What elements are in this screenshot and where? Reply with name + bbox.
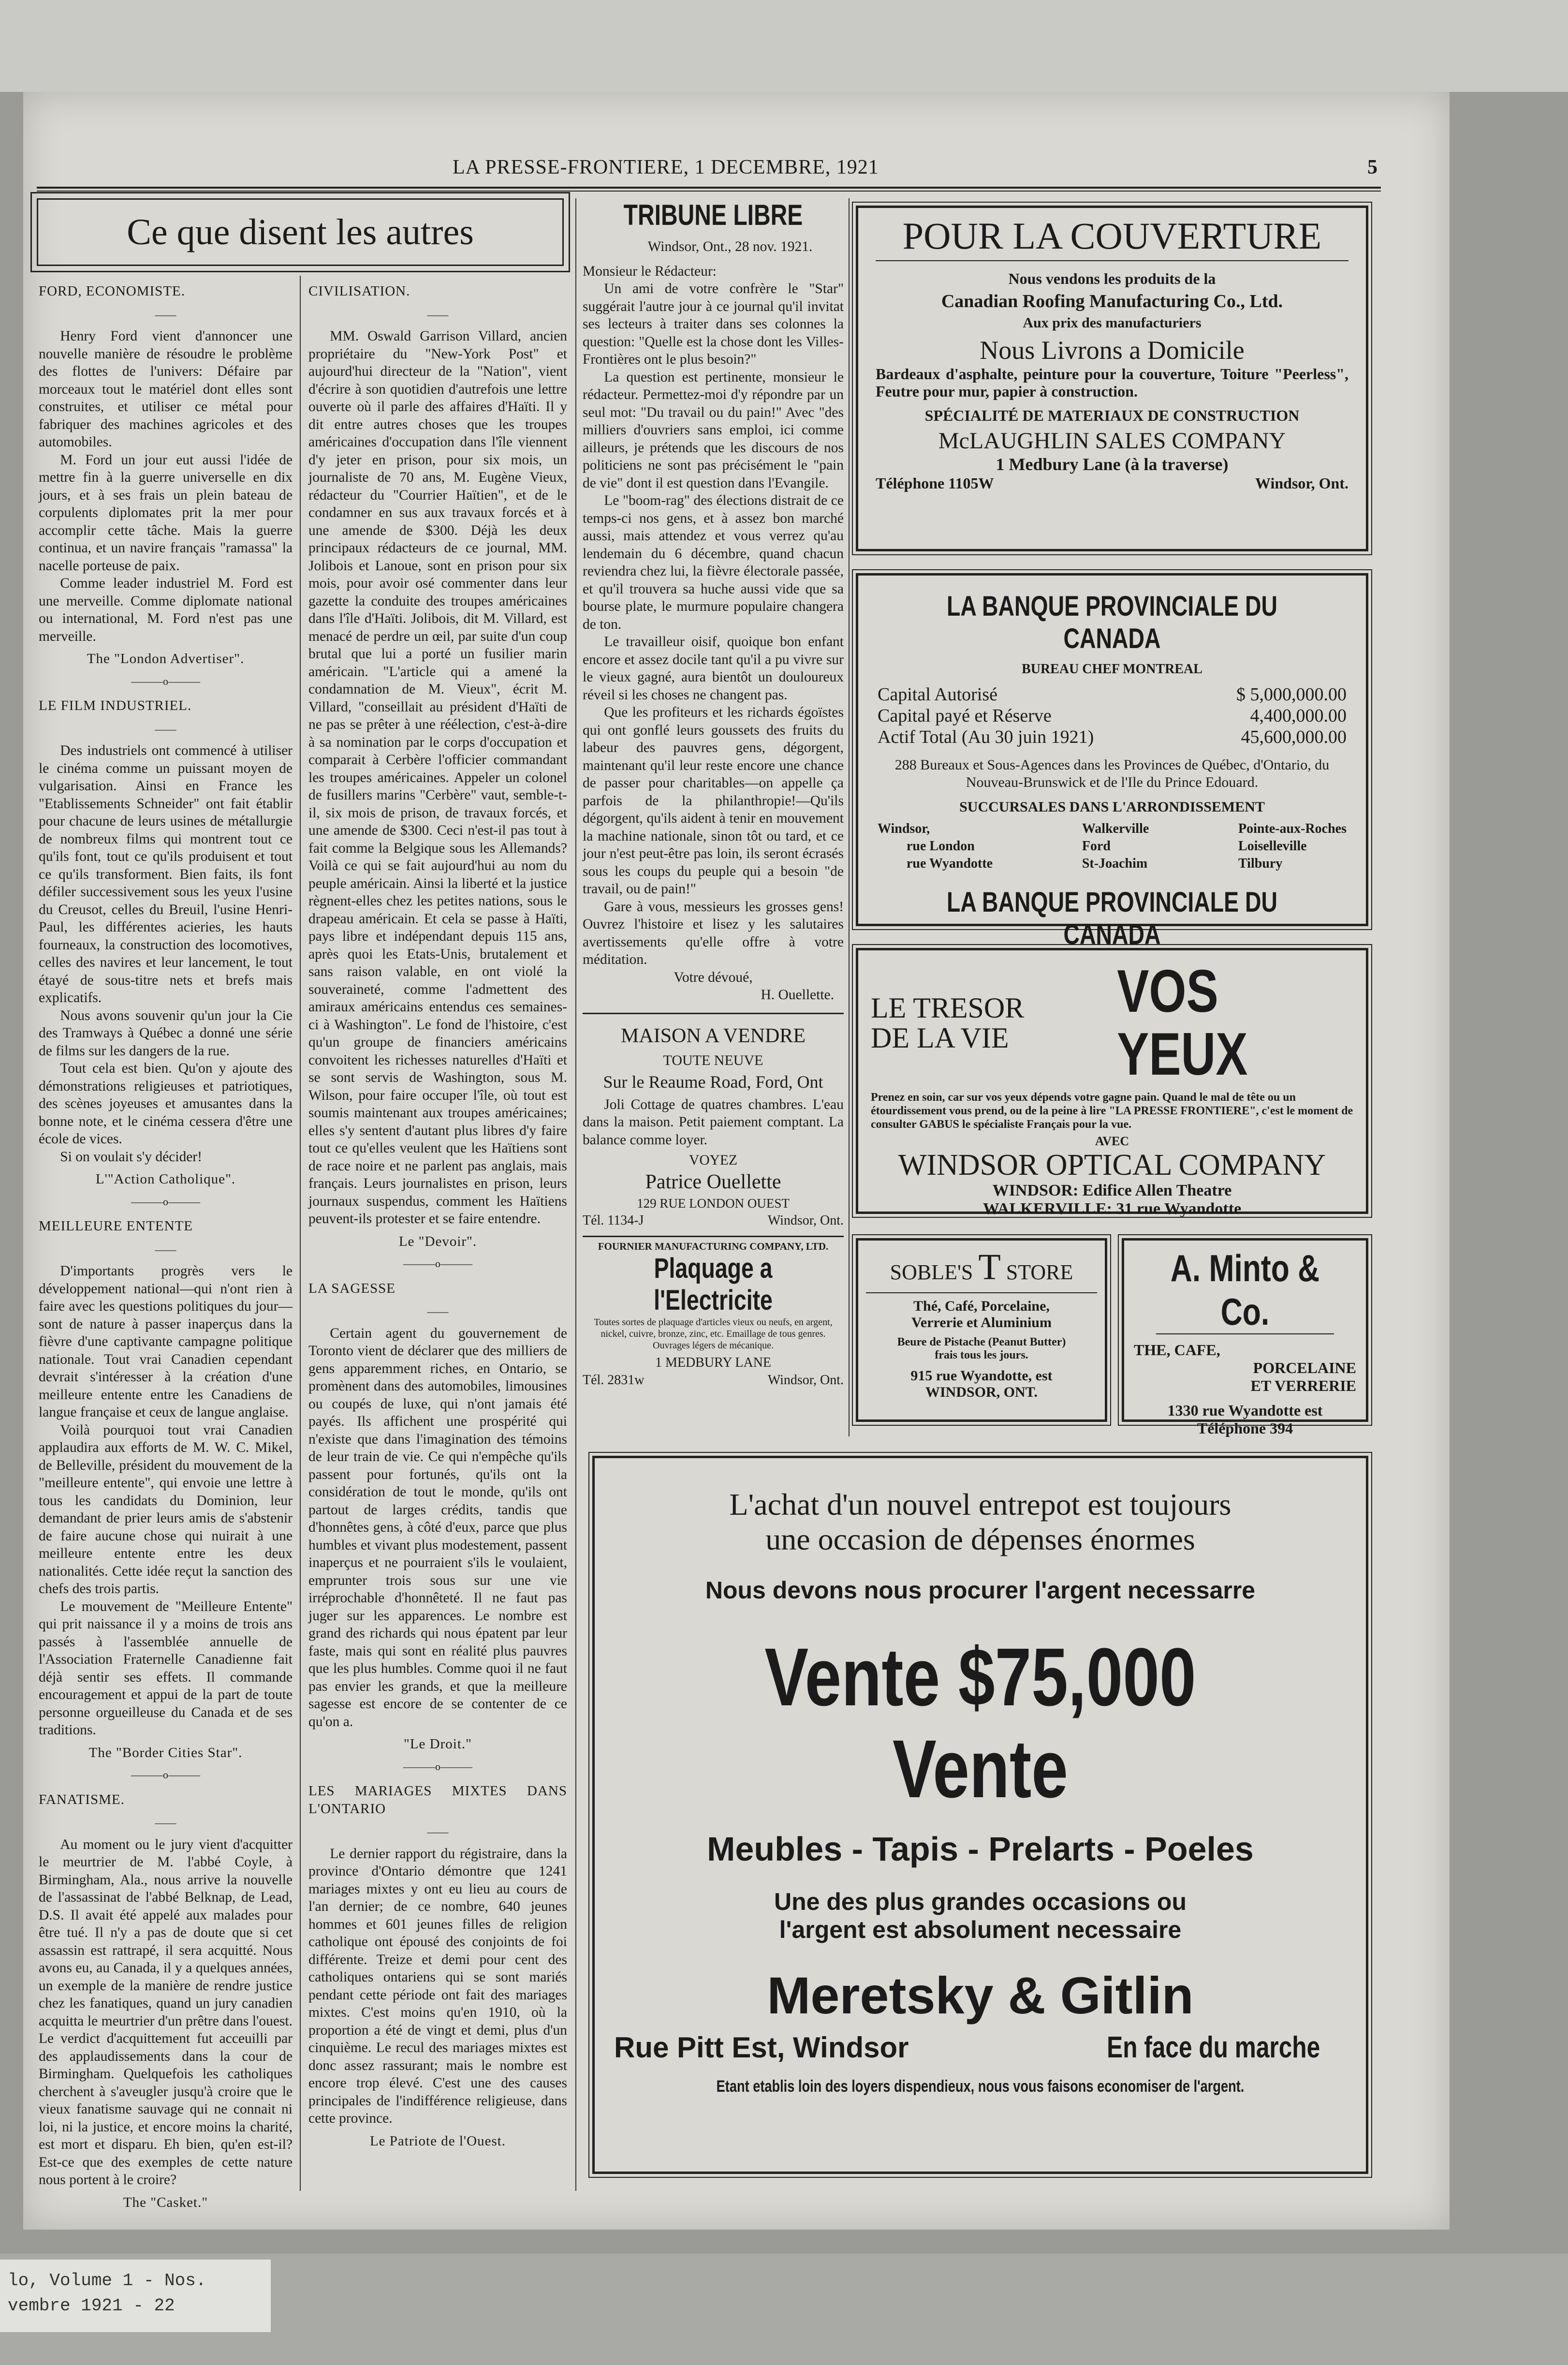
column-title: Ce que disent les autres — [127, 211, 474, 252]
ad-minto-line: THE, CAFE, — [1134, 1341, 1220, 1359]
separator: ———o——— — [403, 1760, 472, 1773]
fournier-tel: Tél. 2831w — [583, 1373, 645, 1388]
article-paragraph: M. Ford un jour eut aussi l'idée de mettre fin à la guerre universelle en dix jours, et à ses frais un plein bateau de corpulents diplomates prit la mer pour accomplir cette tâche. Mais la guerre continua, et un navire français "ramassa" la nacelle porteuse de paix. — [39, 452, 293, 574]
ad-banque-sub: BUREAU CHEF MONTREAL — [1022, 662, 1202, 677]
article-paragraph: Certain agent du gouvernement de Toronto vient de déclarer que des milliers de gens apparemment riches, en Ontario, se promènent dans des automobiles, limousines ou coupés de luxe, qui n'ont jamais été payés. Ils affichent une prospérité qui n'existe que dans l'imagination des témoins de leur train de vie. Ce qui n'empêche qu'ils passent pour fortunés, qu'ils ont la considération de tout le monde, qu'ils ont partout de larges crédits, tandis que d'honnêtes gens, à côté d'eux, parce que plus humbles et vivant plus modestement, passent inaperçus et ne pourraient s'ils le voulaient, emprunter trois sous sur une vie irréprochable d'honnêteté. Il ne faut pas juger sur les apparences. Le nombre est grand des richards qui nous épatent par leur faste, mais qui sont en réalité plus pauvres que les plus humbles. Comme quoi il ne faut pas envier les grands, et que la meilleure sagesse est encore de se contenter de ce qu'on a. — [308, 1325, 567, 1729]
ad-sobles-t: T — [978, 1247, 1001, 1287]
maison-name: Patrice Ouellette — [645, 1170, 781, 1193]
ad-minto-tel: Téléphone 394 — [1197, 1419, 1293, 1437]
tribune-paragraph: La question est pertinente, monsieur le rédacteur. Permettez-moi d'y répondre par un seul mot: "Du travail ou du pain!" Avec "des milliers d'ouvriers sans emploi, ici comme ailleurs, je prétends que les discours de nos politiciens ne sont pas précisément le "pain de vie" dont il est question dans l'Evangile. — [583, 369, 844, 491]
ad-sobles-line: Verrerie et Aluminium — [911, 1315, 1052, 1330]
article-source: The "Border Cities Star". — [88, 1744, 243, 1760]
tribune-closing: Votre dévoué, — [674, 969, 753, 985]
separator: —— — [427, 1305, 449, 1317]
ad-vente-big: Vente $75,000 Vente — [764, 1631, 1196, 1815]
article-heading: LE FILM INDUSTRIEL. — [39, 698, 192, 713]
ad-couverture-line: Aux prix des manufacturiers — [1023, 315, 1202, 331]
article-paragraph: Comme leader industriel M. Ford est une merveille. Comme diplomate national ou international, M. Ford n'est pas une merveille. — [39, 576, 293, 644]
tribune-paragraph: Que les profiteurs et les richards égoïstes qui ont gonflé leurs goussets des fruits du labeur des pauvres gens, dégorgent, maintenant qu'il leur reste encore une chance de passer pour charitables—on appelle ça parfois de la philanthropie!—Qu'ils dégorgent, qu'ils aident à tenir en mouvement la machine nationale, sinon tôt ou tard, et ce jour n'est peut-être pas loin, ils seront écrasés sous les coups du peuple qui a besoin "de travail, ou de pain!" — [583, 705, 844, 897]
article-paragraph: Le mouvement de "Meilleure Entente" qui prit naissance il y a moins de trois ans passés à l'assemblée annuelle de l'Association Fraternelle Canadienne fait déjà sentir ses effets. Il commande encouragement et appui de la part de toute personne orgueilleuse du Canada et de ses traditions. — [39, 1598, 293, 1738]
ad-sobles-title: STORE — [1006, 1260, 1073, 1284]
ad-sobles-address: 915 rue Wyandotte, est — [910, 1368, 1053, 1384]
ad-couverture-line: SPÉCIALITÉ DE MATERIAUX DE CONSTRUCTION — [924, 407, 1300, 424]
article-heading: FANATISME. — [39, 1791, 125, 1807]
ad-couverture-line: McLAUGHLIN SALES COMPANY — [938, 428, 1286, 454]
ad-optical-avec: AVEC — [1095, 1134, 1129, 1148]
article-paragraph: Tout cela est bien. Qu'on y ajoute des démonstrations religieuses et patriotiques, des scènes joyeuses et amusantes dans la bonne note, et le cinéma cessera d'être une école de vices. — [39, 1061, 293, 1147]
fournier-address: 1 MEDBURY LANE — [655, 1355, 772, 1370]
ad-vente-line: l'argent est absolument necessaire — [779, 1916, 1182, 1943]
maison-subtitle: TOUTE NEUVE — [663, 1052, 763, 1068]
ad-banque-branch: Windsor, — [878, 821, 930, 836]
ad-couverture-line: Nous vendons les produits de la — [1008, 270, 1216, 287]
ad-banque-label: Actif Total (Au 30 juin 1921) — [878, 727, 1094, 747]
fournier-title: Plaquage a l'Electricite — [654, 1252, 773, 1316]
ad-banque-branch: rue London — [907, 839, 975, 854]
article-source: The "Casket." — [123, 2194, 208, 2210]
tribune-title: TRIBUNE LIBRE — [623, 199, 803, 231]
archive-label-line: vembre 1921 - 22 — [8, 2296, 175, 2316]
article-heading: LA SAGESSE — [308, 1280, 396, 1296]
ad-banque-branch: Loiselleville — [1238, 839, 1307, 854]
ad-vente-street: Rue Pitt Est, Windsor — [614, 2031, 909, 2064]
article-heading: FORD, ECONOMISTE. — [39, 283, 185, 299]
ad-minto — [1122, 1238, 1368, 1437]
article-paragraph: Henry Ford vient d'annoncer une nouvelle manière de résoudre le problème des flottes de l'univers: Défaire par morceaux tout le matériel dont elles sont construites, et utiliser ce métal pour fabriquer des machines agricoles et des automobiles. — [39, 328, 293, 450]
article-paragraph: Au moment ou le jury vient d'acquitter le meurtrier de M. l'abbé Coyle, à Birmingham, Ala., nous arrive la nouvelle de l'assassinat de l'abbé Belknap, de Lead, D.S. Il avait été appelé aux malades pour être tué. Il n'y a pas de doute que si cet assassin est rattrapé, il sera acquitté. Nous avons eu, au Canada, il y a quelques années, un exemple de la manière de rendre justice chez les fanatiques, quand un jury canadien acquitta le meurtrier d'un prêtre dans l'ouest. Le verdict d'acquittement fut acceuilli par des applaudissements dans la cour de Birmingham. Quelquefois les catholiques cherchent à s'aveugler jusqu'à croire que le vieux fanatisme sauvage qui ne connait ni loi, ni la justice, et encore moins la charité, est mort et disparu. Eh bien, qu'en est-il? Est-ce que des exemples de cette nature nous portent à le croire? — [39, 1836, 293, 2188]
ad-minto-address: 1330 rue Wyandotte est — [1167, 1402, 1323, 1419]
column-3 — [583, 198, 844, 1389]
masthead-rule — [37, 187, 1381, 189]
ad-banque-value: 4,400,000.00 — [1250, 706, 1347, 726]
maison-tel: Tél. 1134-J — [583, 1213, 644, 1228]
ad-couverture-title: POUR LA COUVERTURE — [876, 216, 1348, 261]
article-source: L'"Action Catholique". — [95, 1171, 236, 1187]
article-paragraph: Nous avons souvenir qu'un jour la Cie des Tramways à Québec a donné une série de films sur les dangers de la rue. — [39, 1007, 293, 1059]
ad-banque-branches: 288 Bureaux et Sous-Agences dans les Provinces de Québec, d'Ontario, du Nouveau-Brunswick et de l'Ile du Prince Edouard. — [894, 757, 1330, 790]
ad-optical-company: WINDSOR OPTICAL COMPANY — [898, 1149, 1326, 1182]
maison-text: Joli Cottage de quatres chambres. L'eau dans la maison. Petit paiement comptant. La balance comme loyer. — [583, 1096, 844, 1148]
ad-couverture-line: Nous Livrons a Domicile — [980, 336, 1245, 365]
tribune-signature: H. Ouellette. — [761, 987, 834, 1003]
masthead-rule — [37, 191, 1381, 192]
ad-banque-branch: Pointe-aux-Roches — [1238, 821, 1347, 836]
tribune-paragraph: Gare à vous, messieurs les grosses gens! Ouvrez l'histoire et lisez y les salutaires avertissements qu'elle offre à votre méditation. — [583, 899, 844, 967]
tribune-paragraph: Le "boom-rag" des élections distrait de ce temps-ci nos gens, et à assez bon marché aussi, mais attendez et vous verrez qu'au lendemain du 6 décembre, quand chacun reviendra chez lui, la fièvre électorale passée, et qu'il trouvera sa huche aussi vide que sa bourse plate, le murmure populaire changera de ton. — [583, 493, 844, 632]
ad-vente-line: Nous devons nous procurer l'argent necessarre — [705, 1577, 1256, 1604]
ad-minto-line: ET VERRERIE — [1250, 1377, 1356, 1394]
ad-sobles-title: SOBLE'S — [890, 1260, 973, 1284]
ad-banque-branch: rue Wyandotte — [907, 856, 993, 871]
article-paragraph: Le dernier rapport du régistraire, dans la province d'Ontario démontre que 1241 mariages mixtes y ont eu lieu au cours de l'an dernier; de ce nombre, 640 jeunes hommes et 601 jeunes filles de religion catholique ont épousé des conjoints de foi différente. Treize et demi pour cent des catholiques ontariens qui se sont mariés pendant cette période ont fait des mariages mixtes. C'est moins qu'en 1910, où la proportion a été de vingt et demi, plus d'un cinquième. Le recul des mariages mixtes est donc assez rassurant; mais le nombre est encore trop élevé. C'est une des causes principales de l'indifférence religieuse, dans cette province. — [308, 1846, 567, 2126]
section-rule — [583, 1013, 844, 1014]
column-rule — [849, 198, 850, 1436]
ad-banque — [856, 573, 1368, 950]
ad-banque-title: LA BANQUE PROVINCIALE DU CANADA — [947, 591, 1277, 654]
article-source: Le "Devoir". — [398, 1233, 477, 1249]
article-source: The "London Advertiser". — [87, 651, 245, 666]
separator: ———o——— — [403, 1257, 472, 1270]
tribune-dateline: Windsor, Ont., 28 nov. 1921. — [647, 239, 813, 254]
ad-banque-branch: Walkerville — [1082, 821, 1149, 836]
ad-sobles-line: Thé, Café, Porcelaine, — [913, 1298, 1050, 1314]
separator: ———o——— — [131, 1769, 200, 1781]
tribune-salutation: Monsieur le Rédacteur: — [583, 263, 717, 279]
column-rule — [300, 276, 301, 2191]
article-heading: CIVILISATION. — [308, 283, 410, 299]
section-rule — [583, 1236, 844, 1237]
article-heading: MEILLEURE ENTENTE — [39, 1218, 193, 1234]
ad-couverture-city: Windsor, Ont. — [1255, 474, 1348, 492]
ad-optical — [856, 948, 1368, 1218]
ad-couverture-tel: Téléphone 1105W — [876, 474, 994, 492]
archive-label — [0, 2260, 271, 2332]
ad-sobles-city: WINDSOR, ONT. — [925, 1384, 1038, 1400]
separator: —— — [427, 308, 449, 321]
column-rule — [575, 198, 576, 2191]
separator: —— — [155, 1817, 176, 1829]
article-paragraph: Si on voulait s'y décider! — [60, 1149, 202, 1165]
article-paragraph: Des industriels ont commencé à utiliser le cinéma comme un puissant moyen de vulgarisation. Ainsi en France les "Etablissements Schneider" ont fait établir pour chacune de leurs usines de métallurgie de nombreux films qui montrent tout ce qu'ils font, tout ce qu'ils produisent et tout ce qu'ils transforment. Bien faits, ils font défiler successivement sous les yeux l'usine du Creusot, celles du Breuil, l'usine Henri-Paul, les différentes acieries, les hauts fourneaux, la construction des locomotives, celles des navires et leur lancement, le tout étayé de sous-titre nets et brefs mais explicatifs. — [39, 743, 293, 1005]
fournier-company: FOURNIER MANUFACTURING COMPANY, LTD. — [598, 1240, 829, 1252]
ad-vente — [592, 1456, 1368, 2174]
page-number: 5 — [1367, 156, 1377, 178]
maison-city: Windsor, Ont. — [767, 1213, 844, 1228]
article-source: Le Patriote de l'Ouest. — [369, 2133, 506, 2149]
ad-optical-yeux: VOS YEUX — [1117, 958, 1248, 1088]
ad-optical-text: Prenez en soin, car sur vos yeux dépends votre gagne pain. Quand le mal de tête ou un étourdissement vous prend, ou de la peine à lire "LA PRESSE FRONTIERE", c'est le moment de consulter GABUS le spécialiste Français pour la vue. — [871, 1091, 1353, 1131]
ad-banque-label: Capital Autorisé — [878, 684, 998, 705]
ad-vente-line: une occasion de dépenses énormes — [765, 1522, 1195, 1556]
ad-optical-location: WALKERVILLE: 31 rue Wyandotte — [982, 1200, 1242, 1218]
ad-optical-tresor: LE TRESOR — [871, 992, 1025, 1024]
maison-voyez: VOYEZ — [689, 1153, 737, 1168]
tribune-paragraph: Un ami de votre confrère le "Star" suggérait l'autre jour à ce journal qu'il invitat ses lecteurs à traiter dans ses colonnes la question: "Quelle est la chose dont les Villes-Frontières ont le plus besoin?" — [583, 281, 844, 367]
ad-vente-face: En face du marche — [1106, 2031, 1320, 2064]
column-1 — [39, 276, 293, 2216]
archive-label-line: lo, Volume 1 - Nos. — [8, 2271, 206, 2291]
ad-vente-items: Meubles - Tapis - Prelarts - Poeles — [707, 1830, 1254, 1868]
ad-vente-line: Une des plus grandes occasions ou — [774, 1888, 1187, 1915]
ad-couverture-line: 1 Medbury Lane (à la traverse) — [996, 455, 1229, 474]
maison-street: 129 RUE LONDON OUEST — [637, 1196, 790, 1211]
ad-optical-location: WINDSOR: Edifice Allen Theatre — [992, 1182, 1232, 1199]
ad-banque-value: 45,600,000.00 — [1241, 727, 1347, 747]
ad-sobles — [856, 1238, 1107, 1422]
article-source: "Le Droit." — [404, 1736, 472, 1752]
separator: —— — [155, 308, 176, 321]
separator: —— — [427, 1826, 449, 1838]
tribune-paragraph: Le travailleur oisif, quoique bon enfant encore et assez docile tant qu'il a pu vivre sur le vieux gagné, aura bientôt un douloureux réveil si les choses ne changent pas. — [583, 634, 844, 703]
maison-title: MAISON A VENDRE — [621, 1024, 806, 1047]
ad-sobles-line: Beure de Pistache (Peanut Butter) — [897, 1336, 1066, 1348]
article-paragraph: Voilà pourquoi tout vrai Canadien applaudira aux efforts de M. W. C. Mikel, de Belleville, président du mouvement de la "meilleure entente", qui envoie une lettre à tous les candidats du Dominion, leur demandant de prier leurs amis de s'abstenir de faire aucune chose qui nuirait à une meilleure entente entre les deux nationalités. Cette idée reçut la sanction des chefs des trois partis. — [39, 1422, 293, 1596]
ad-sobles-line: frais tous les jours. — [935, 1349, 1028, 1361]
column-2 — [308, 276, 567, 2155]
article-paragraph: MM. Oswald Garrison Villard, ancien propriétaire du "New-York Post" et aujourd'hui directeur de la "Nation", vient d'écrire à son quotidien d'autrefois une lettre ouverte où il parle des affaires d'Haïti. Il y dit entre autres choses que les troupes américaines d'occupation dans l'île viennent d'y jeter en prison, pour six mois, un journaliste de 70 ans, M. Eugène Vieux, rédacteur du "Courrier Haïtien", et de le condamner en sus aux travaux forcés et à une amende de $300. Déjà les deux principaux rédacteurs de ce journal, MM. Jolibois et Lanoue, sont en prison pour six mois, pour avoir osé commenter dans leur gazette la conduite des troupes américaines dans l'île d'Haïti. Jolibois, dit M. Villard, est menacé de perdre un œil, par suite d'un coup brutal que lui a porté un fusilier marin américain. "L'article qui a amené la condamnation de M. Vieux", écrit M. Villard, "conseillait au président d'Haïti de ne pas se prêter à une réélection, c'est-à-dire à sa nomination par le corps d'occupation et comparait à Cerbère l'officier commandant les troupes américaines. Appeler un colonel de fusillers marins "Cerbère" vaut, semble-t-il, six mois de prison, de travaux forcés, et une amende de $300. Ceci n'est-il pas tout à fait comme la Belgique sous les Allemands? Voilà ce qui se fait aujourd'hui au nom du peuple américain. Ainsi la liberté et la justice règnent-elles chez les petites nations, sous le drapeau américain. Et cela se passe à Haïti, pays libre et indépendant depuis 115 ans, après quoi les Etats-Unis, brutalement et sans raison valable, en ont violé la souveraineté, comme l'admettent des amiraux américains entendus ces semaines-ci à Washington". Le fond de l'histoire, c'est qu'un groupe de financiers américains convoitent les richesses naturelles d'Haïti et se sont servis de Washington, sous M. Wilson, pour faire occuper l'île, où tout est soumis maintenant aux troupes américaines; elles s'y sentent d'autant plus libres d'y faire tout ce qu'elles veulent que les Haïtiens sont de race noire et ne parlent pas anglais, mais français. Leurs journalistes en prison, leurs journaux suspendus, comment les Haïtiens peuvent-ils protester et se faire entendre. — [308, 328, 567, 1227]
article-heading: LES MARIAGES MIXTES DANS L'ONTARIO — [308, 1783, 567, 1817]
scan-top-margin — [0, 0, 1568, 92]
maison-address: Sur le Reaume Road, Ford, Ont — [603, 1072, 823, 1092]
fournier-text: Toutes sortes de plaquage d'articles vieux ou neufs, en argent, nickel, cuivre, bronze, zinc, etc. Emaillage de tous genres. Ouvrages légers de mécanique. — [594, 1316, 833, 1351]
fournier-city: Windsor, Ont. — [767, 1373, 844, 1388]
article-paragraph: D'importants progrès vers le développement national—qui n'ont rien à faire avec les questions politiques du jour—sont de nature à passer inaperçus dans la fièvre d'une captivante campagne politique nationale. Tout vrai Canadien cependant devrait s'intéresser à la création d'une meilleure entente entre les Canadiens de langue française et ceux de langue anglaise. — [39, 1263, 293, 1420]
separator: —— — [155, 723, 176, 735]
ad-minto-line: PORCELAINE — [1253, 1359, 1356, 1376]
ad-optical-tresor: DE LA VIE — [871, 1022, 1009, 1054]
column-title-box — [37, 198, 564, 266]
ad-minto-title: A. Minto & Co. — [1156, 1246, 1334, 1334]
ad-banque-succ-title: SUCCURSALES DANS L'ARRONDISSEMENT — [959, 799, 1265, 815]
separator: ———o——— — [131, 1195, 200, 1208]
ad-banque-branch: Tilbury — [1238, 856, 1283, 871]
ad-banque-branch: Ford — [1082, 839, 1111, 854]
separator: —— — [155, 1243, 176, 1256]
ad-banque-label: Capital payé et Réserve — [878, 706, 1052, 726]
ad-vente-firm: Meretsky & Gitlin — [767, 1966, 1194, 2025]
ad-banque-footer: LA BANQUE PROVINCIALE DU CANADA — [947, 887, 1277, 950]
ad-banque-value: $ 5,000,000.00 — [1236, 684, 1347, 705]
ad-banque-branch: St-Joachim — [1082, 856, 1148, 871]
ad-couverture — [856, 206, 1368, 551]
ad-vente-line: L'achat d'un nouvel entrepot est toujours — [729, 1487, 1231, 1522]
separator: ———o——— — [131, 675, 200, 687]
ad-vente-footer: Etant etablis loin des loyers dispendieux, nous vous faisons economiser de l'argent. — [716, 2077, 1245, 2096]
masthead-title: LA PRESSE-FRONTIERE, 1 DECEMBRE, 1921 — [453, 156, 879, 178]
ad-couverture-line: Bardeaux d'asphalte, peinture pour la couverture, Toiture "Peerless", Feutre pour mur, papier à construction. — [876, 365, 1348, 400]
ad-couverture-line: Canadian Roofing Manufacturing Co., Ltd. — [941, 291, 1283, 311]
